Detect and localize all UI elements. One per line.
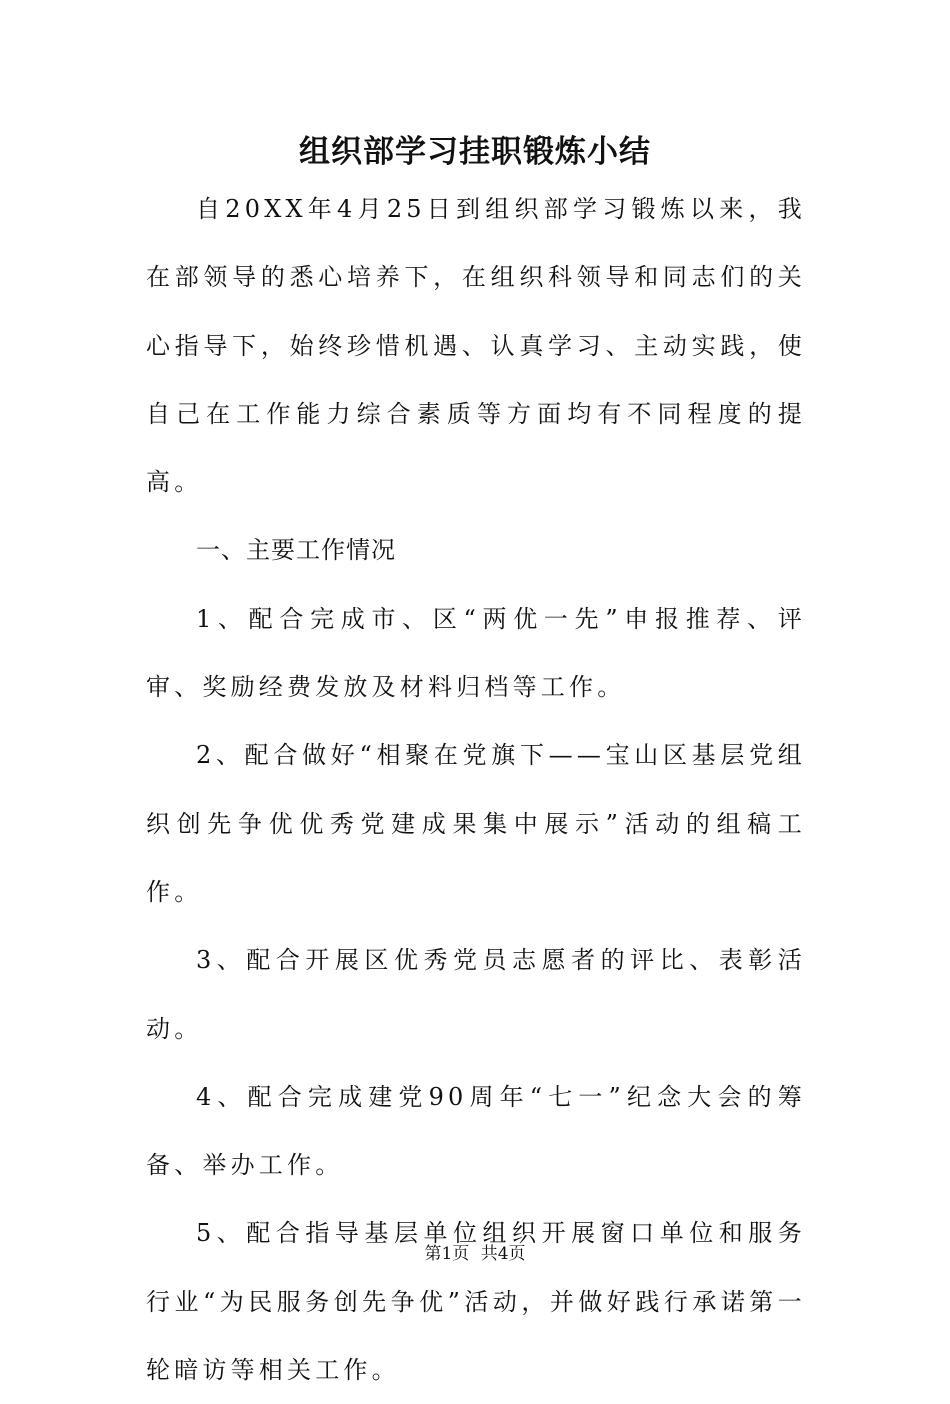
page-number: 第1页 bbox=[424, 1244, 470, 1264]
work-item-3: 3、配合开展区优秀党员志愿者的评比、表彰活动。 bbox=[146, 946, 806, 1043]
intro-paragraph: 自20XX年4月25日到组织部学习锻炼以来，我在部领导的悉心培养下，在组织科领导和同志们的关心指导下，始终珍惜机遇、认真学习、主动实践，使自己在工作能力综合素质等方面均有不同程度的提高。 bbox=[146, 195, 806, 497]
work-item-5: 5、配合指导基层单位组织开展窗口单位和服务行业“为民服务创先争优”活动，并做好践行承诺第一轮暗访等相关工作。 bbox=[146, 1219, 806, 1385]
work-item-4: 4、配合完成建党90周年“七一”纪念大会的筹备、举办工作。 bbox=[146, 1082, 806, 1180]
work-item-2: 2、配合做好“相聚在党旗下——宝山区基层党组织创先争优优秀党建成果集中展示”活动的组稿工作。 bbox=[146, 741, 806, 906]
work-item-1: 1、配合完成市、区“两优一先”申报推荐、评审、奖励经费发放及材料归档等工作。 bbox=[146, 604, 806, 702]
section-heading: 一、主要工作情况 bbox=[196, 536, 396, 565]
page-footer bbox=[0, 1240, 950, 1268]
document-title: 组织部学习挂职锻炼小结 bbox=[299, 134, 651, 170]
page-total: 共4页 bbox=[480, 1244, 526, 1264]
document-body bbox=[146, 175, 806, 1404]
